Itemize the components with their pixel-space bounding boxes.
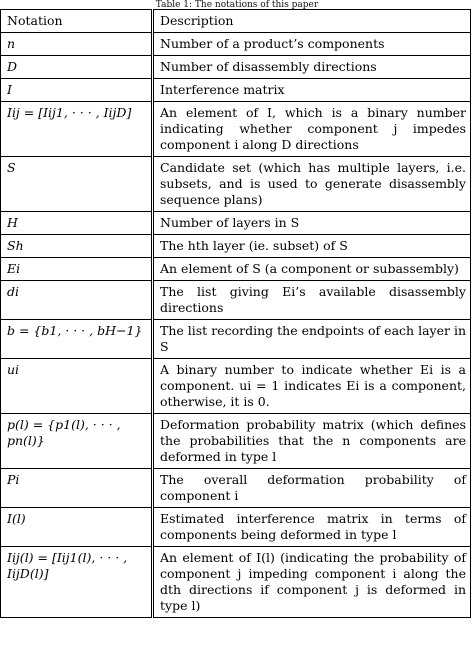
description-cell: An element of I, which is a binary number indicating whether component j impedes component i along D directions [153,102,471,157]
table-row [1,258,471,281]
table-row [1,281,471,320]
notation-cell: n [1,33,153,56]
description-cell: The list recording the endpoints of each layer in S [153,320,471,359]
table-caption: Table 1: The notations of this paper [155,0,319,10]
table-row [1,320,471,359]
notation-cell: di [1,281,153,320]
table-header-row [1,10,471,33]
description-cell: Number of a product’s components [153,33,471,56]
notation-cell: D [1,56,153,79]
description-cell: Number of disassembly directions [153,56,471,79]
table-row [1,79,471,102]
table-row [1,33,471,56]
notation-cell: Sh [1,235,153,258]
notation-cell: b = {b1, · · · , bH−1} [1,320,153,359]
table-row [1,414,471,469]
table-row [1,56,471,79]
notation-table [0,9,471,618]
description-cell: An element of S (a component or subassembly) [153,258,471,281]
description-cell: Candidate set (which has multiple layers, i.e. subsets, and is used to generate disassembly sequence plans) [153,157,471,212]
table-row [1,359,471,414]
description-cell: Deformation probability matrix (which defines the probabilities that the n components are deformed in type l [153,414,471,469]
description-cell: An element of I(l) (indicating the probability of component j impeding component i along the dth directions if component j is deformed in type l) [153,547,471,618]
description-cell: The overall deformation probability of component i [153,469,471,508]
notation-cell: I [1,79,153,102]
description-cell: Interference matrix [153,79,471,102]
description-cell: Number of layers in S [153,212,471,235]
table-row [1,102,471,157]
description-cell: The list giving Ei’s available disassembly directions [153,281,471,320]
notation-cell: Ei [1,258,153,281]
description-cell: The hth layer (ie. subset) of S [153,235,471,258]
table-row [1,469,471,508]
header-description: Description [153,10,471,33]
table-row [1,547,471,618]
table-row [1,235,471,258]
header-notation: Notation [1,10,153,33]
notation-cell: p(l) = {p1(l), · · · , pn(l)} [1,414,153,469]
description-cell: Estimated interference matrix in terms of components being deformed in type l [153,508,471,547]
description-cell: A binary number to indicate whether Ei is a component. ui = 1 indicates Ei is a component, otherwise, it is 0. [153,359,471,414]
notation-cell: I(l) [1,508,153,547]
notation-cell: Iij(l) = [Iij1(l), · · · , IijD(l)] [1,547,153,618]
notation-cell: ui [1,359,153,414]
notation-cell: Iij = [Iij1, · · · , IijD] [1,102,153,157]
table-row [1,157,471,212]
notation-cell: H [1,212,153,235]
notation-cell: S [1,157,153,212]
table-row [1,212,471,235]
table-row [1,508,471,547]
notation-cell: Pi [1,469,153,508]
